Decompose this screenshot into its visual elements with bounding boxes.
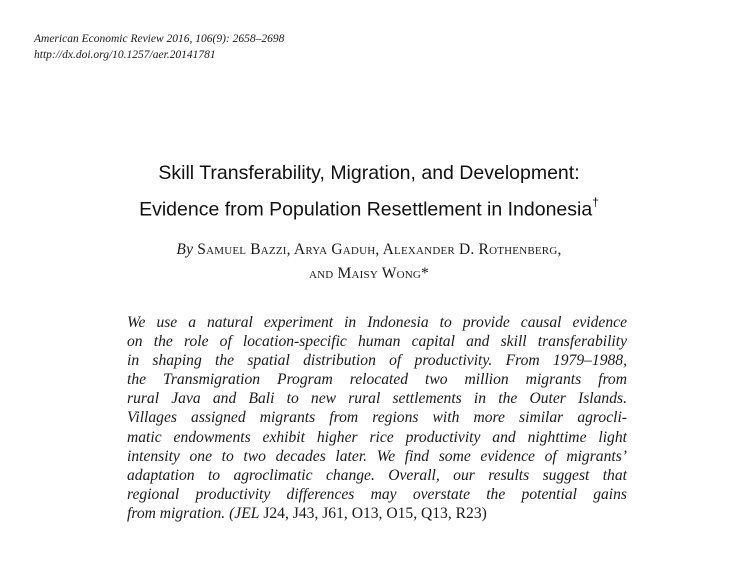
doi-link[interactable]: http://dx.doi.org/10.1257/aer.20141781: [34, 49, 216, 61]
abstract-line: the Transmigration Program relocated two million migrants from: [127, 371, 627, 389]
abstract-last-line-prefix: from migration. (: [127, 504, 235, 522]
abstract: [127, 313, 627, 523]
abstract-line: Villages assigned migrants from regions with more similar agrocli-: [127, 409, 627, 427]
abstract-line: We use a natural experiment in Indonesia to provide causal evidence: [127, 314, 627, 331]
authors-line-1-text: Samuel Bazzi, Arya Gaduh, Alexander D. Rothenberg,: [197, 241, 562, 258]
abstract-line: on the role of location-specific human capital and skill transferability: [127, 333, 627, 351]
abstract-line: adaptation to agroclimatic change. Overall, our results suggest that: [127, 466, 627, 484]
abstract-line: intensity one to two decades later. We find some evidence of migrants’: [127, 447, 627, 465]
journal-citation: American Economic Review 2016, 106(9): 2658–2698: [34, 33, 285, 45]
title-line-2: [0, 189, 738, 226]
authors-line-2: and Maisy Wong*: [309, 265, 429, 282]
abstract-line: matic endowments exhibit higher rice productivity and nighttime light: [127, 428, 627, 446]
abstract-last-line: [127, 504, 627, 523]
by-label: By: [176, 241, 194, 258]
abstract-line: regional productivity differences may overstate the potential gains: [127, 485, 627, 503]
title-footnote-mark[interactable]: †: [592, 195, 599, 209]
jel-label: JEL: [234, 504, 260, 522]
author-list: [0, 238, 738, 286]
abstract-line: in shaping the spatial distribution of productivity. From 1979–1988,: [127, 352, 627, 370]
title-line-1: Skill Transferability, Migration, and Development:: [158, 162, 580, 184]
paper-title: [0, 158, 738, 226]
title-line-2-text: Evidence from Population Resettlement in Indonesia: [139, 198, 593, 221]
citation-block: [34, 31, 284, 63]
authors-line-1: [0, 238, 738, 262]
jel-codes: J24, J43, J61, O13, O15, Q13, R23): [259, 504, 487, 522]
abstract-line: rural Java and Bali to new rural settlements in the Outer Islands.: [127, 390, 627, 408]
